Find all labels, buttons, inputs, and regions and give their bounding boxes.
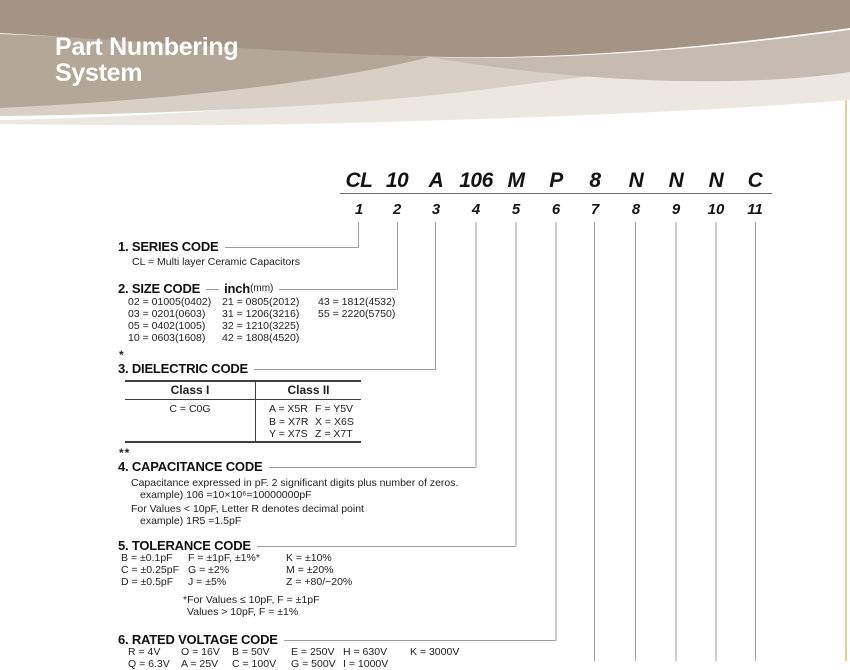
size-connector-line xyxy=(279,282,397,290)
section-dielectric-header xyxy=(118,362,436,376)
tolerance-entry: B = ±0.1pF xyxy=(121,552,173,564)
size-code-entry: 55 = 2220(5750) xyxy=(318,308,396,320)
voltage-entry-clipped: A = 25V xyxy=(181,658,219,670)
position-number-5: 5 xyxy=(511,201,521,218)
capacitance-example2: example) 1R5 =1.5pF xyxy=(140,515,242,527)
voltage-entry: K = 3000V xyxy=(410,646,460,658)
dielectric-entry: F = Y5V xyxy=(315,403,354,415)
position-number-11: 11 xyxy=(747,201,763,218)
section-dielectric-title: 3. DIELECTRIC CODE xyxy=(118,361,249,376)
dielectric-row xyxy=(269,428,361,441)
page-title-line2: System xyxy=(55,59,143,87)
part-code-8: N xyxy=(628,169,644,192)
voltage-entry-clipped: G = 500V xyxy=(291,658,336,670)
part-code-7: 8 xyxy=(589,169,601,192)
size-dash-line xyxy=(206,282,219,290)
dielectric-connector-line xyxy=(254,362,436,370)
size-code-entry: 02 = 01005(0402) xyxy=(128,296,212,308)
position-number-1: 1 xyxy=(354,201,364,218)
section-series-header xyxy=(118,240,359,254)
size-code-column-2 xyxy=(222,296,299,344)
dielectric-entry: B = X7R xyxy=(269,415,309,428)
dielectric-table-header xyxy=(125,382,361,400)
tolerance-entry: G = ±2% xyxy=(188,564,230,576)
size-code-column-1 xyxy=(128,296,211,344)
size-code-entry: 05 = 0402(1005) xyxy=(128,320,206,332)
section-voltage-header xyxy=(118,633,556,647)
part-code-10: N xyxy=(708,169,724,192)
voltage-entry: E = 250V xyxy=(291,646,335,658)
section-voltage-title: 6. RATED VOLTAGE CODE xyxy=(118,632,278,647)
size-code-entry: 43 = 1812(4532) xyxy=(318,296,396,308)
dielectric-class1-header: Class I xyxy=(125,382,256,399)
part-code-11: C xyxy=(747,169,763,192)
series-connector-line xyxy=(225,240,359,248)
dielectric-row xyxy=(269,403,361,416)
voltage-entry-clipped: I = 1000V xyxy=(343,658,389,670)
position-number-3: 3 xyxy=(431,201,441,218)
voltage-entry: O = 16V xyxy=(181,646,220,658)
dielectric-entry: A = X5R xyxy=(269,403,308,415)
tolerance-entry: D = ±0.5pF xyxy=(121,576,174,588)
dielectric-class2-header: Class II xyxy=(287,383,330,397)
size-code-entry: 42 = 1808(4520) xyxy=(222,332,300,344)
position-number-10: 10 xyxy=(707,201,725,218)
capacitance-line1: Capacitance expressed in pF. 2 significant digits plus number of zeros. xyxy=(131,477,459,489)
tolerance-entry: F = ±1pF, ±1%* xyxy=(188,552,260,564)
tolerance-note-2: Values > 10pF, F = ±1% xyxy=(187,606,299,618)
dielectric-row xyxy=(269,416,361,429)
dielectric-entry: X = X6S xyxy=(315,415,354,428)
dielectric-table-body xyxy=(125,400,361,441)
voltage-connector-line xyxy=(284,633,556,641)
dielectric-entry: Z = X7T xyxy=(315,428,353,440)
position-number-2: 2 xyxy=(392,201,402,218)
section-capacitance-header xyxy=(118,460,476,474)
capacitance-example1: example) 106 =10×10⁶=10000000pF xyxy=(140,489,312,501)
tolerance-column-1 xyxy=(121,552,179,588)
part-code-9: N xyxy=(668,169,684,192)
tolerance-column-3 xyxy=(286,552,352,588)
dielectric-class1-value: C = C0G xyxy=(125,400,256,441)
page-title xyxy=(55,34,238,86)
dielectric-note-mark: * xyxy=(119,348,125,362)
size-code-column-3 xyxy=(318,296,395,320)
tolerance-entry: J = ±5% xyxy=(188,576,227,588)
voltage-entry-clipped: Q = 6.3V xyxy=(128,658,170,670)
size-code-entry: 03 = 0201(0603) xyxy=(128,308,206,320)
voltage-entry: B = 50V xyxy=(232,646,270,658)
size-code-entry: 32 = 1210(3225) xyxy=(222,320,300,332)
section-series-title: 1. SERIES CODE xyxy=(118,239,219,254)
size-code-entry: 10 = 0603(1608) xyxy=(128,332,206,344)
series-description: CL = Multi layer Ceramic Capacitors xyxy=(132,256,300,268)
part-code-5: M xyxy=(507,169,525,192)
capacitance-note-mark: ** xyxy=(119,446,131,460)
tolerance-column-2 xyxy=(188,552,260,588)
page-title-line1: Part Numbering xyxy=(55,33,239,61)
voltage-entry-clipped: C = 100V xyxy=(232,658,277,670)
size-unit-label: inch xyxy=(224,281,251,296)
tolerance-entry: M = ±20% xyxy=(286,564,334,576)
size-code-entry: 21 = 0805(2012) xyxy=(222,296,300,308)
tolerance-entry: Z = +80/−20% xyxy=(286,576,353,588)
tolerance-entry: K = ±10% xyxy=(286,552,332,564)
voltage-entry: H = 630V xyxy=(343,646,388,658)
section-size-header xyxy=(118,282,397,296)
tolerance-entry: C = ±0.25pF xyxy=(121,564,180,576)
tolerance-connector-line xyxy=(257,539,516,547)
dielectric-class2-values xyxy=(256,400,361,441)
section-size-title: 2. SIZE CODE xyxy=(118,281,201,296)
part-code-3: A xyxy=(428,169,444,192)
position-number-6: 6 xyxy=(551,201,561,218)
capacitance-connector-line xyxy=(269,460,476,468)
position-number-9: 9 xyxy=(671,201,681,218)
dielectric-table xyxy=(125,380,361,443)
part-code-6: P xyxy=(549,169,563,192)
dielectric-entry: Y = X7S xyxy=(269,428,308,440)
part-code-4: 106 xyxy=(459,169,493,192)
section-capacitance-title: 4. CAPACITANCE CODE xyxy=(118,459,263,474)
part-code-1: CL xyxy=(345,169,373,192)
capacitance-line2: For Values < 10pF, Letter R denotes decimal point xyxy=(131,503,364,515)
position-number-7: 7 xyxy=(590,201,600,218)
position-number-4: 4 xyxy=(471,201,481,218)
section-tolerance-header xyxy=(118,539,516,553)
section-tolerance-title: 5. TOLERANCE CODE xyxy=(118,538,251,553)
position-number-8: 8 xyxy=(631,201,641,218)
part-code-2: 10 xyxy=(385,169,409,192)
size-unit-mm-label: (mm) xyxy=(250,283,274,294)
tolerance-note-1: *For Values ≤ 10pF, F = ±1pF xyxy=(183,594,320,606)
size-code-entry: 31 = 1206(3216) xyxy=(222,308,300,320)
voltage-entry: R = 4V xyxy=(128,646,161,658)
